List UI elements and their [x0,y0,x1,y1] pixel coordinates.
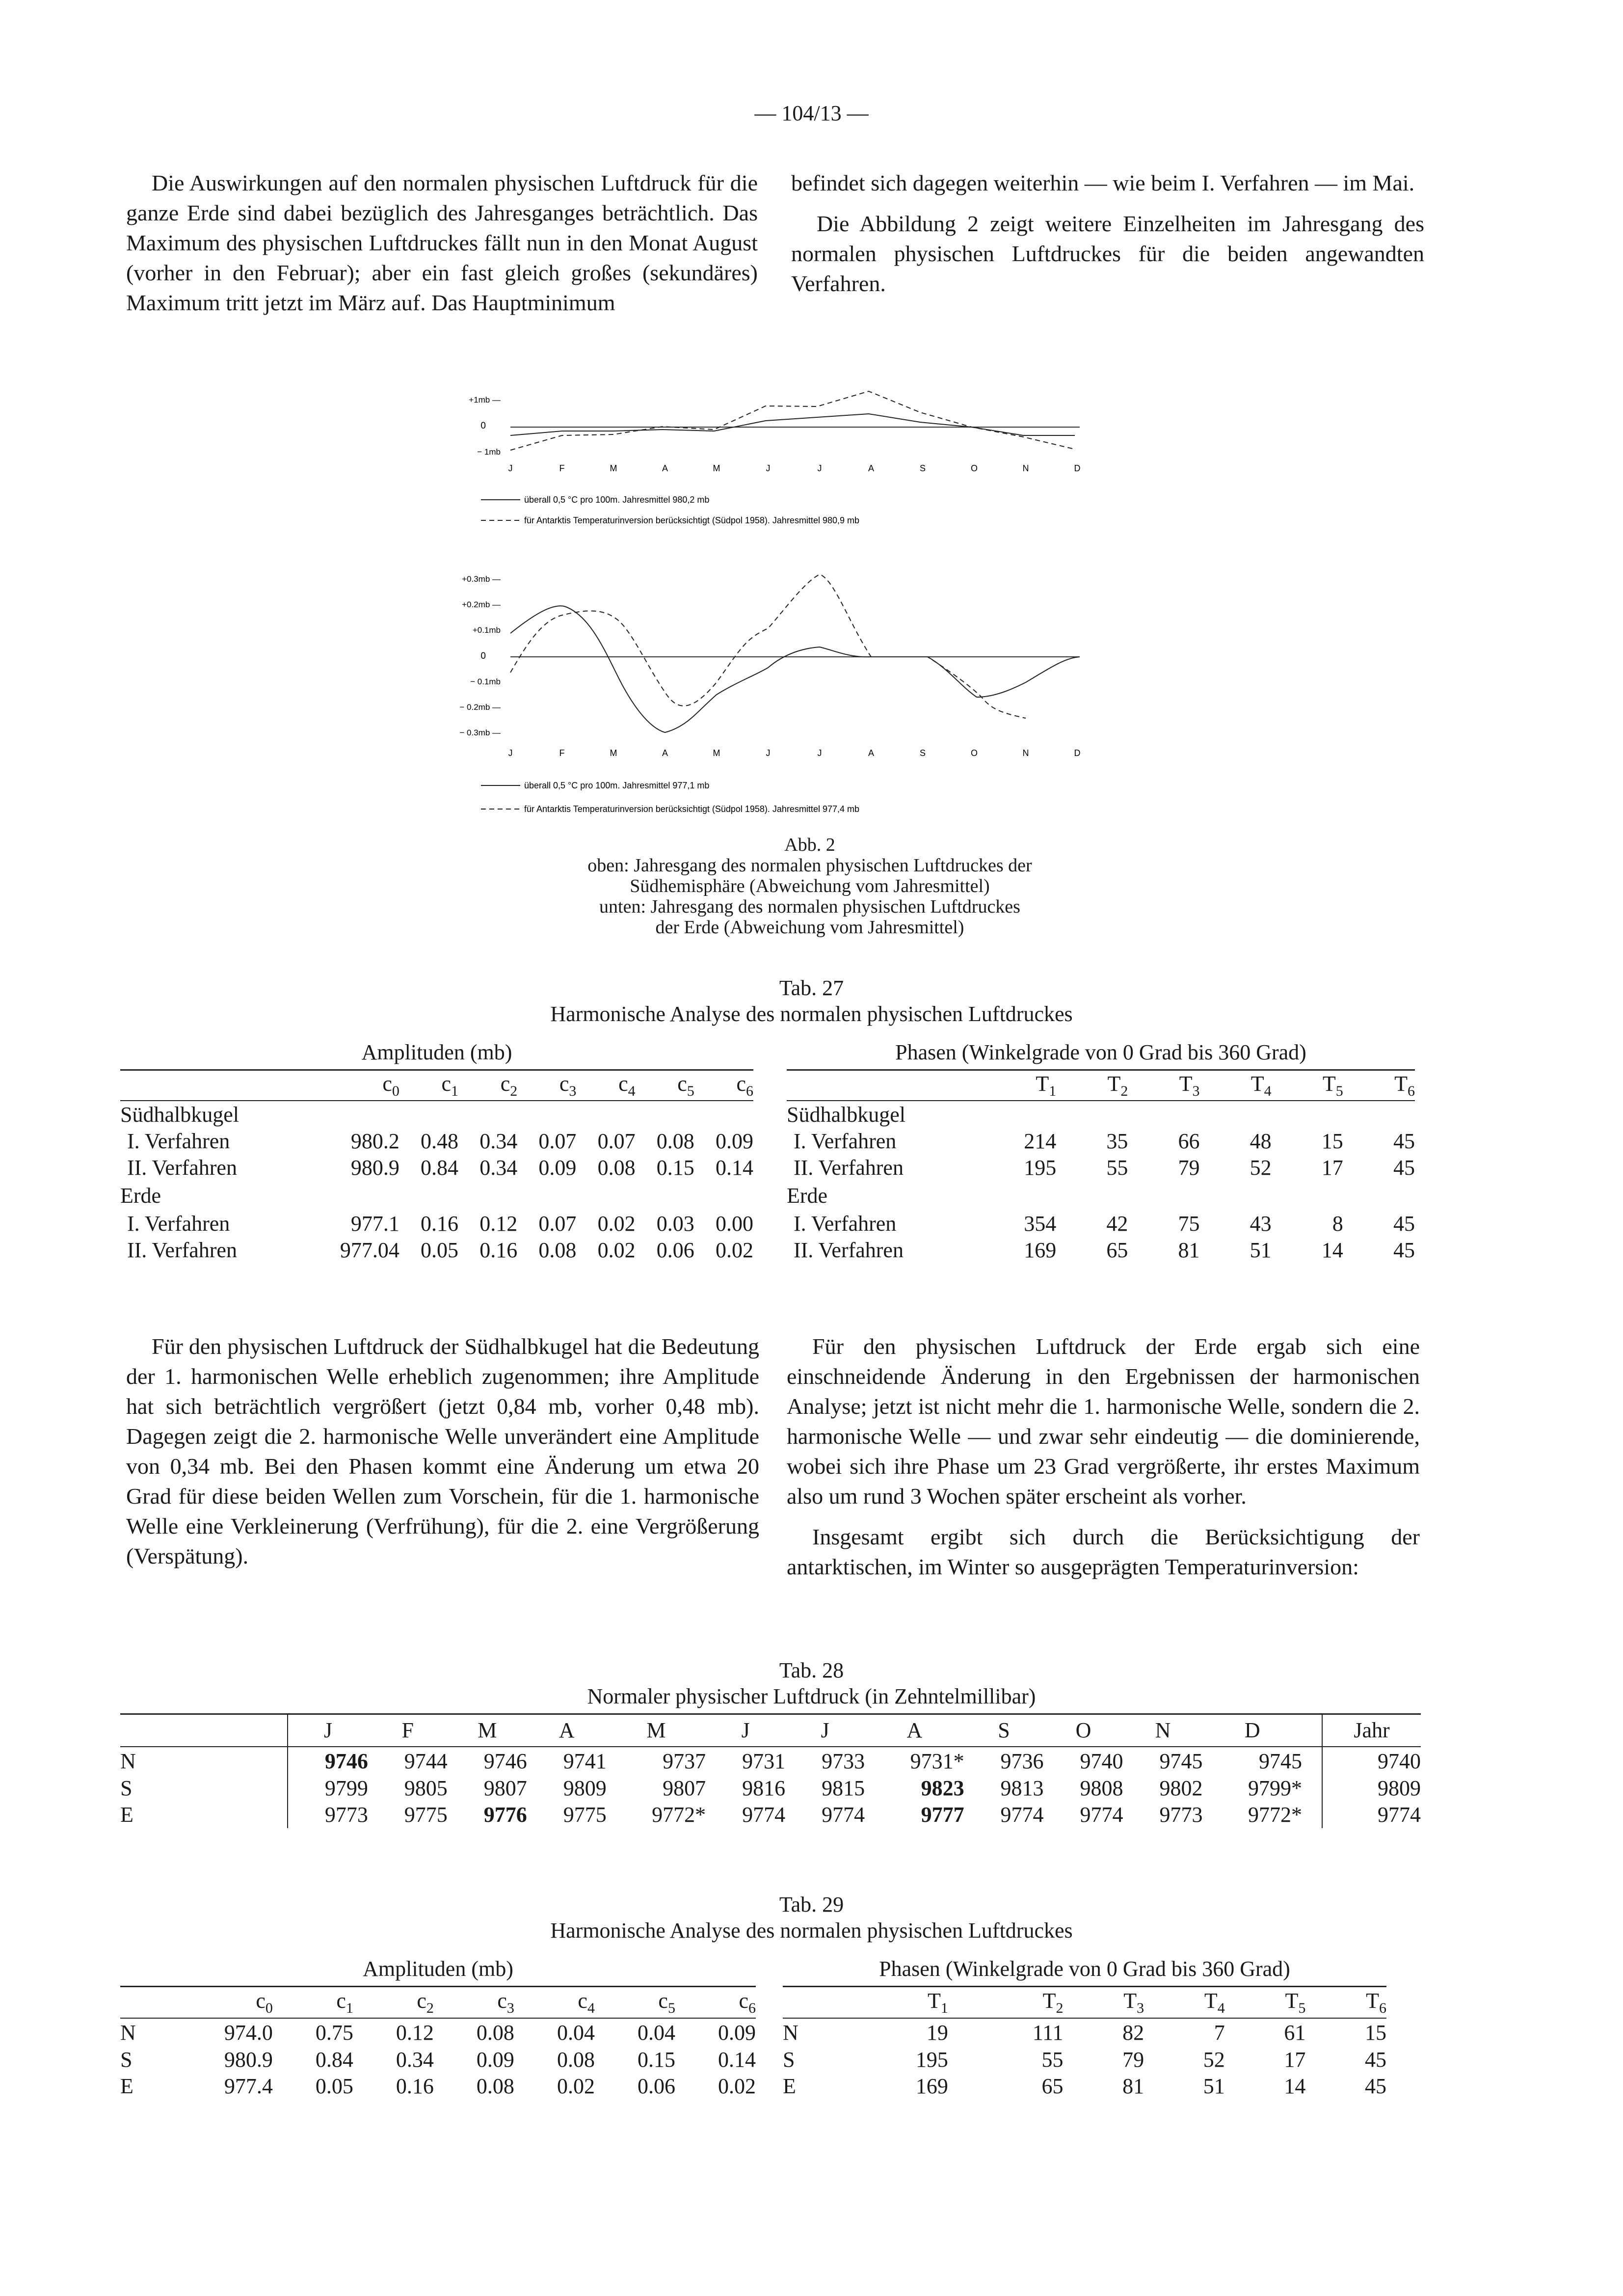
tab27-phases [787,1040,1415,1264]
figure-abb-2 [442,373,1129,825]
col-header: $c_6$ [736,1071,753,1099]
col-header: $c_4$ [578,1988,595,2016]
caption-line: der Erde (Abweichung vom Jahresmittel) [655,917,964,938]
table-row: N 974.0 0.75 0.12 0.08 0.04 0.04 0.09 [120,2020,756,2045]
month-label: O [970,748,978,758]
group-label: Erde [787,1184,828,1208]
month-label: F [559,748,565,758]
tab28-title: Normaler physischer Luftdruck (in Zehntelmillibar) [587,1684,1036,1708]
col-header: $T_6$ [1394,1071,1415,1099]
month-label: M [610,748,617,758]
series-o-line [510,391,1075,450]
month-label: J [766,463,771,473]
table-row: I. Verfahren 977.1 0.16 0.12 0.07 0.02 0.03 0.00 [127,1212,753,1236]
month-label: N [1022,463,1029,473]
tab27-label: Tab. 27 [779,976,844,1000]
month-header: J [741,1718,750,1743]
month-label: A [868,463,875,473]
tab29-title: Harmonische Analyse des normalen physischen Luftdruckes [550,1918,1073,1943]
bottom-panel [459,574,1080,814]
col-header: $T_1$ [1036,1071,1057,1099]
table-row: II. Verfahren 980.9 0.84 0.34 0.09 0.08 0.15 0.14 [127,1156,753,1180]
month-label: J [817,463,822,473]
table-row: N 9746 9744 9746 9741 9737 9731 9733 9731* 9736 9740 9745 9745 9740 [120,1747,1421,1775]
paragraph: Die Abbildung 2 zeigt weitere Einzelheiten im Jahresgang des normalen physischen Luftdruckes für die beiden angewandten Verfahren. [791,211,1424,296]
month-axis [508,748,1081,758]
table-row: S 9799 9805 9807 9809 9807 9816 9815 9823 9813 9808 9802 9799* 9809 [120,1775,1421,1802]
table-row: I. Verfahren 980.2 0.48 0.34 0.07 0.07 0.08 0.09 [127,1129,753,1153]
caption-line: unten: Jahresgang des normalen physischen Luftdruckes [599,896,1020,917]
phase-header: Phasen (Winkelgrade von 0 Grad bis 360 Grad) [895,1040,1306,1064]
table-row: S 195 55 79 52 17 45 [783,2048,1386,2072]
table-row: I. Verfahren 354 42 75 43 8 45 [794,1212,1415,1236]
month-label: M [610,463,617,473]
month-label: D [1074,463,1081,473]
paragraph: Die Auswirkungen auf den normalen physischen Luftdruck für die ganze Erde sind dabei bezüglich des Jahresganges beträchtlich. Das Maximum des physischen Luftdruckes fällt nun in den Monat August (vorher in den Februar); aber ein fast gleich großes (sekundäres) Maximum tritt jetzt im März auf. Das Hauptminimum [126,170,758,315]
month-label: J [508,748,513,758]
tab28-label: Tab. 28 [779,1658,844,1682]
table-row: E 169 65 81 51 14 45 [783,2074,1386,2098]
group-label: Südhalbkugel [120,1102,239,1127]
legend-x-text: überall 0,5 °C pro 100m. Jahresmittel 980,2 mb [524,495,710,505]
col-header: $c_5$ [658,1988,675,2016]
y-label: 0 [480,651,486,661]
month-label: S [919,748,926,758]
y-label: − 0.1mb [470,677,501,686]
series-o-line [510,574,1026,718]
caption-line: oben: Jahresgang des normalen physischen Luftdruckes der [587,855,1032,876]
month-header: S [998,1718,1010,1743]
month-label: J [817,748,822,758]
amp-header: Amplituden (mb) [363,1957,513,1981]
tab28-table [120,1713,1421,1828]
col-header: $T_1$ [927,1988,948,2016]
figure-caption [442,835,1178,938]
month-header: A [906,1718,923,1743]
caption-line: Abb. 2 [784,835,835,855]
col-header: $c_2$ [500,1071,518,1099]
col-header: $c_6$ [739,1988,756,2016]
series-x-line [510,414,1075,435]
month-label: S [919,463,926,473]
month-header: N [1155,1718,1171,1743]
table-row: E 977.4 0.05 0.16 0.08 0.02 0.06 0.02 [120,2074,756,2098]
paragraph: befindet sich dagegen weiterhin — wie beim I. Verfahren — im Mai. [791,170,1415,195]
tab27-title: Harmonische Analyse des normalen physischen Luftdruckes [550,1002,1073,1026]
col-header: $c_5$ [677,1071,694,1099]
month-label: A [662,463,668,473]
col-header: $T_4$ [1251,1071,1272,1099]
top-panel [469,391,1080,525]
col-header: $c_0$ [256,1988,273,2016]
col-header: $c_0$ [382,1071,399,1099]
col-header: $c_3$ [559,1071,577,1099]
month-header: J [821,1718,829,1743]
y-label: +0.1mb [472,625,501,635]
y-label: +0.2mb — [462,600,501,609]
y-label: − 0.3mb — [459,728,501,737]
col-header: $T_5$ [1285,1988,1306,2016]
series-x-line [510,606,1080,732]
col-header: $c_4$ [618,1071,636,1099]
table-row: II. Verfahren 977.04 0.05 0.16 0.08 0.02 0.06 0.02 [127,1238,753,1262]
col-header: $T_3$ [1123,1988,1144,2016]
table-row: N 19 111 82 7 61 15 [783,2020,1386,2045]
month-header: O [1075,1718,1091,1743]
table-row: E 9773 9775 9776 9775 9772* 9774 9774 9777 9774 9774 9773 9772* 9774 [120,1802,1421,1828]
col-header: $c_3$ [497,1988,514,2016]
col-header: $T_2$ [1107,1071,1128,1099]
month-label: A [868,748,875,758]
month-header: F [401,1718,414,1743]
group-label: Südhalbkugel [787,1102,905,1127]
paragraph: Insgesamt ergibt sich durch die Berücksichtigung der antarktischen, im Winter so ausgeprägten Temperaturinversion: [787,1524,1420,1579]
month-label: O [970,463,978,473]
month-label: M [713,748,720,758]
tab29-label: Tab. 29 [779,1892,844,1917]
y-label: +1mb — [469,395,501,405]
month-label: D [1074,748,1081,758]
right-column-mid [787,1331,1420,1593]
month-label: J [766,748,771,758]
y-label: − 1mb [477,447,501,457]
y-label: +0.3mb — [462,574,501,584]
legend-x-text: überall 0,5 °C pro 100m. Jahresmittel 977,1 mb [524,781,710,790]
tab27-amplitudes [120,1040,753,1264]
amp-header: Amplituden (mb) [361,1040,512,1064]
col-header: $T_2$ [1042,1988,1064,2016]
y-label: − 0.2mb — [459,702,501,712]
month-header: A [559,1718,575,1743]
phase-header: Phasen (Winkelgrade von 0 Grad bis 360 Grad) [879,1957,1290,1981]
legend-o-text: für Antarktis Temperaturinversion berücksichtigt (Südpol 1958). Jahresmittel 977,4 mb [524,804,859,814]
tab29-amplitudes [120,1956,756,2100]
table-row: II. Verfahren 195 55 79 52 17 45 [794,1156,1415,1180]
month-label: J [508,463,513,473]
tab29-phases [783,1956,1386,2100]
table-row: I. Verfahren 214 35 66 48 15 45 [794,1129,1415,1153]
y-label: 0 [480,421,486,431]
month-header: M [478,1718,497,1743]
col-header: $c_1$ [336,1988,353,2016]
table-row: S 980.9 0.84 0.34 0.09 0.08 0.15 0.14 [120,2048,756,2072]
col-header: $c_2$ [417,1988,434,2016]
paragraph: Für den physischen Luftdruck der Erde ergab sich eine einschneidende Änderung in den Ergebnissen der harmonischen Analyse; jetzt ist nicht mehr die 1. harmonische Welle, sondern die 2. harmonische Welle — und zwar sehr eindeutig — die dominierende, wobei sich ihre Phase um 23 Grad vergrößerte, ihr erstes Maximum also um rund 3 Wochen später erscheint als vorher. [787,1334,1420,1509]
month-header: J [323,1718,332,1743]
year-header: Jahr [1354,1718,1390,1743]
col-header: $T_6$ [1366,1988,1386,2016]
month-label: N [1022,748,1029,758]
month-header: D [1244,1718,1260,1743]
month-label: A [662,748,668,758]
caption-line: Südhemisphäre (Abweichung vom Jahresmittel) [630,876,990,896]
legend-o-text: für Antarktis Temperaturinversion berücksichtigt (Südpol 1958). Jahresmittel 980,9 mb [524,515,859,525]
col-header: $T_5$ [1322,1071,1343,1099]
month-label: F [559,463,565,473]
group-label: Erde [120,1184,161,1208]
left-column-top [126,168,758,328]
month-header: M [646,1718,666,1743]
page-number: — 104/13 — [754,101,869,125]
table-row: II. Verfahren 169 65 81 51 14 45 [794,1238,1415,1262]
col-header: $T_4$ [1204,1988,1225,2016]
month-label: M [713,463,720,473]
left-column-mid [126,1331,759,1582]
col-header: $T_3$ [1179,1071,1200,1099]
col-header: $c_1$ [441,1071,459,1099]
month-axis [508,463,1081,473]
right-column-top [791,168,1424,309]
paragraph: Für den physischen Luftdruck der Südhalbkugel hat die Bedeutung der 1. harmonischen Welle erheblich zugenommen; ihre Amplitude hat sich beträchtlich vergrößert (jetzt 0,84 mb, vorher 0,48 mb). Dagegen zeigt die 2. harmonische Welle unverändert eine Amplitude von 0,34 mb. Bei den Phasen kommt eine Änderung um etwa 20 Grad für diese beiden Wellen zum Vorschein, für die 1. harmonische Welle eine Verkleinerung (Verfrühung), für die 2. eine Vergrößerung (Verspätung). [126,1334,759,1568]
